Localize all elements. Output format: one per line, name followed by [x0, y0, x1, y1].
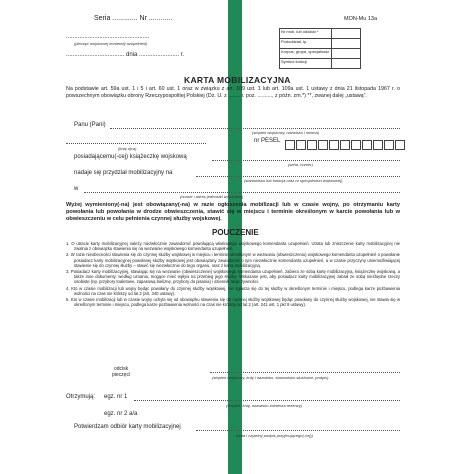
table-label: Pododdział, lp. — [280, 39, 332, 49]
assignment-caption: (stanowisko lub funkcja oraz nr specjalności wojskowej) — [244, 178, 343, 183]
name-line[interactable] — [110, 128, 400, 129]
name-caption: (stopień wojskowy, nazwisko i imiona) — [252, 130, 320, 135]
military-book-caption: (seria, numer) — [288, 162, 313, 167]
table-value[interactable] — [332, 29, 361, 39]
panu-label: Panu (Pani) — [74, 122, 106, 128]
military-book-line[interactable] — [212, 160, 400, 161]
father-name-line[interactable] — [66, 143, 206, 144]
receipt-line[interactable] — [196, 430, 400, 431]
table-value[interactable] — [332, 39, 361, 49]
copy-1-label: egz. nr 1 — [104, 394, 128, 400]
table-row — [280, 49, 361, 59]
unit-caption: (numer i adres jednostki wojskowej) — [180, 194, 244, 199]
list-item: 5. Kto w czasie mobilizacji lub w czasie wojny uchyla się od obowiązku stawienia się do czynnej służby wojskowej będąc powołany do czynnej służby wojskowej, nie stawia się w określonym terminie i miejscu, podlega karze pozbawienia wolności na czas nie krótszy od lat 2 (art. 241 ust. 1 pkt 9 ustawy). — [66, 297, 400, 308]
unit-label: w — [74, 186, 79, 192]
list-item: 3. Posiadacz karty mobilizacyjnej, stawiając się na wezwanie (obwieszczenie) wojskowego komendanta uzupełnień, zabiera ze sobą kartę mobilizacyjną, książeczkę wojskową, a także inne dokumenty, według uznania, mogące mieć wpływ na przebieg jego służby. Wskazane jest, aby posiadacz karty mobilizacyjnej zabrał ze sobą niezbędne rzeczy osobiste (np. przybory toaletowe, zapasową bieliznę, przybory do pisania) i dziennik racje żywności. — [66, 269, 400, 285]
mobilization-assignment-table — [279, 28, 361, 69]
signature-line[interactable] — [210, 372, 400, 373]
signature-caption: (stopień wojskowy, imię i nazwisko, stanowisko służbowe, podpis) — [212, 375, 329, 380]
form-code: MON-Mu 13a — [344, 16, 378, 22]
table-label: Nr mob. lub oddział * — [280, 29, 332, 39]
seria-number-field[interactable]: Seria ............. Nr ............ — [94, 15, 173, 22]
copy-1-line[interactable] — [134, 400, 400, 401]
table-value[interactable] — [332, 59, 361, 69]
table-row — [280, 39, 361, 49]
receipt-label: Potwierdzam odbiór karty mobilizacyjnej — [74, 424, 181, 430]
legal-basis-paragraph: Na podstawie art. 59a ust. 1 i 5 i art. 60 ust. 1 oraz w związku z art. 109 ust. 1 lub art. 109a ust. 1 ustawy z dnia 21 listopada 1967 r. o powszechnym obowiązku obrony Rzeczypospolitej Polskiej (Dz. U. z ........ r. poz. .........., z późn. zm.*) **, zwanej dalej „ustawą”. — [66, 86, 400, 99]
obligation-paragraph: Wyżej wymieniony(-na) jest obowiązany(-na) w razie ogłoszenia mobilizacji lub w czasie wojny, po otrzymaniu karty powołania lub powołania w drodze obwieszczenia, stawić się w miejscu i terminie określonym w karcie powołania lub w obwieszczeniu w celu pełnienia czynnej służby wojskowej. — [66, 202, 400, 222]
list-item: 2. W razie nieobecności stawienia się do czynnej służby wojskowej w miejscu i terminie określonym w wezwaniu (obwieszczeniu) wojskowego komendanta uzupełnień o powołanie posiadacz karty mobilizacyjnej powołanej służby wojskowej jest obowiązany zawiadomić o tym niezwłocznie komendanta uzupełnień, a w czasie przyczyny uniemożliwiającej stawienie się do czynnej służby – stawić się niezwłocznie do tego organu, oraz z kartą mobilizacyjną. — [66, 252, 400, 268]
table-value[interactable] — [332, 49, 361, 59]
pouczenie-title: POUCZENIE — [212, 228, 259, 237]
wku-stamp-line: .................................................. — [66, 34, 150, 40]
pouczenie-list — [66, 241, 400, 308]
pesel-boxes[interactable] — [285, 136, 406, 154]
copy-1-caption: (stopień, imię, nazwisko żołnierza rezerwy) — [226, 403, 303, 408]
unit-line[interactable] — [84, 192, 400, 193]
receipt-caption: (data i czytelny podpis przyjmującego(-cej)) — [236, 433, 313, 438]
wku-stamp-caption: (pieczęć wojskowej komendy uzupełnień) — [74, 41, 148, 46]
assignment-line[interactable] — [196, 176, 400, 177]
document-title: KARTA MOBILIZACYJNA — [184, 75, 291, 85]
stamp-placeholder: odcisk pieczęci — [112, 366, 131, 378]
place-date-field[interactable]: ................................... dnia ........................ r. — [66, 52, 185, 58]
table-label: Symbol funkcji — [280, 59, 332, 69]
assignment-label: nadaje się przydział mobilizacyjny na — [74, 170, 173, 176]
table-label: Korpus, grupa, specjalność — [280, 49, 332, 59]
recipients-label: Otrzymują: — [66, 394, 96, 400]
pesel-label: nr PESEL — [254, 138, 281, 144]
list-item: 4. Kto w czasie mobilizacji lub wojny będąc powołany do czynnej służby wojskowej, nie zgłasza się do tej służby w określonym terminie i miejscu, podlega karze pozbawienia wolności na czas nie krótszy od lat 2 (art. 340 ustawy). — [66, 285, 400, 296]
copy-2-label: egz. nr 2 a/a — [104, 411, 138, 417]
table-row — [280, 29, 361, 39]
military-book-label: posiadającemu(-cej) książeczkę wojskową — [74, 154, 187, 160]
table-row — [280, 59, 361, 69]
list-item: 1. O utracie karty mobilizacyjnej należy niezwłocznie zawiadomić powołującą właściwego wojskowego komendanta uzupełnień. Utrata lub zniszczenie karty mobilizacyjnej nie zwalnia z obowiązku stawienia się na wezwanie wojskowego komendanta uzupełnień. — [66, 241, 400, 252]
father-name-caption: (imię ojca) — [118, 146, 137, 151]
